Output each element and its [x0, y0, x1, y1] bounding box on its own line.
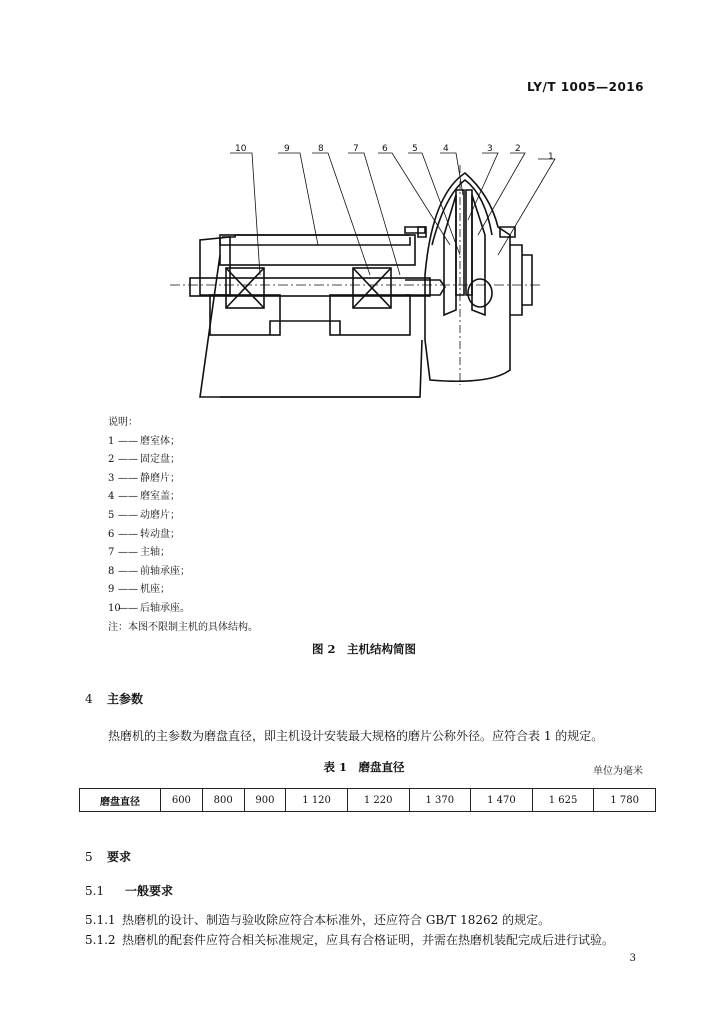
main-machine-structure-diagram	[160, 135, 554, 407]
callout-6: 6	[382, 144, 388, 154]
legend-num: 4	[108, 491, 115, 503]
table-title: 表 1 磨盘直径	[323, 760, 405, 774]
table-cell: 1 220	[347, 789, 409, 812]
section-5-heading	[85, 848, 131, 865]
legend-label: 后轴承座。	[140, 602, 190, 614]
legend-label: 磨室盖；	[140, 491, 180, 503]
legend-num: 6	[108, 528, 115, 540]
subsection-number: 5.1	[85, 884, 105, 898]
legend-num: 9	[108, 584, 115, 596]
clause-number: 5.1.2	[85, 933, 116, 947]
legend-label: 磨室体；	[140, 435, 180, 447]
standard-code: LY/T 1005—2016	[526, 80, 644, 94]
section-4-heading	[85, 690, 143, 707]
section-number: 4	[85, 692, 93, 706]
clause-5-1-1	[85, 911, 550, 928]
legend-num: 10	[108, 602, 121, 614]
table-cell: 800	[202, 789, 244, 812]
disc-diameter-table	[79, 788, 656, 812]
clause-5-1-2	[85, 931, 614, 948]
table-cell: 600	[161, 789, 203, 812]
figure-caption: 图 2 主机结构简图	[311, 642, 416, 656]
table-row	[80, 789, 656, 812]
clause-number: 5.1.1	[85, 913, 116, 927]
legend-num: 1	[108, 435, 115, 447]
subsection-title: 一般要求	[125, 884, 174, 898]
clause-text: 热磨机的设计、制造与验收除应符合本标准外，还应符合 GB/T 18262 的规定。	[122, 913, 551, 927]
legend-item: 9 —— 机座；	[108, 581, 258, 600]
callout-3: 3	[487, 144, 493, 154]
legend-item: 4 —— 磨室盖；	[108, 488, 258, 507]
section-title: 主参数	[107, 692, 144, 706]
callout-8: 8	[318, 144, 324, 154]
section-title: 要求	[107, 850, 132, 864]
legend-label: 固定盘；	[140, 454, 180, 466]
legend-label: 主轴；	[140, 547, 170, 559]
legend-label: 转动盘；	[140, 528, 180, 540]
legend-num: 5	[108, 509, 115, 521]
table-unit: 单位为毫米	[593, 766, 643, 777]
legend-num: 3	[108, 472, 115, 484]
figure-note: 注：本图不限制主机的具体结构。	[108, 621, 258, 633]
callout-7: 7	[353, 144, 359, 154]
figure-legend	[108, 414, 258, 637]
callout-9: 9	[284, 144, 290, 154]
callout-4: 4	[443, 144, 449, 154]
legend-label: 前轴承座；	[140, 565, 190, 577]
legend-item: 5 —— 动磨片；	[108, 507, 258, 526]
page-number: 3	[629, 953, 636, 964]
section-4-paragraph: 热磨机的主参数为磨盘直径，即主机设计安装最大规格的磨片公称外径。应符合表 1 的规定。	[108, 729, 604, 743]
callout-1: 1	[548, 152, 554, 162]
table-row-header: 磨盘直径	[80, 789, 161, 812]
legend-item: 7 —— 主轴；	[108, 544, 258, 563]
table-cell: 1 470	[471, 789, 533, 812]
legend-item: 10 —— 后轴承座。	[108, 600, 258, 619]
callout-10: 10	[235, 144, 247, 154]
legend-label: 动磨片；	[140, 509, 180, 521]
legend-label: 静磨片；	[140, 472, 180, 484]
table-cell: 1 370	[409, 789, 471, 812]
clause-text: 热磨机的配套件应符合相关标准规定，应具有合格证明，并需在热磨机装配完成后进行试验。	[122, 933, 615, 947]
legend-item: 6 —— 转动盘；	[108, 526, 258, 545]
legend-item: 8 —— 前轴承座；	[108, 563, 258, 582]
section-5-1-heading	[85, 882, 173, 899]
legend-title: 说明：	[108, 417, 138, 428]
legend-item: 2 —— 固定盘；	[108, 451, 258, 470]
legend-item: 3 —— 静磨片；	[108, 470, 258, 489]
legend-num: 7	[108, 547, 115, 559]
table-cell: 900	[244, 789, 286, 812]
legend-item: 1 —— 磨室体；	[108, 433, 258, 452]
table-cell: 1 625	[532, 789, 594, 812]
section-number: 5	[85, 850, 93, 864]
legend-num: 8	[108, 565, 115, 577]
legend-num: 2	[108, 454, 115, 466]
table-cell: 1 120	[286, 789, 348, 812]
callout-5: 5	[412, 144, 418, 154]
legend-label: 机座；	[140, 584, 170, 596]
table-cell: 1 780	[594, 789, 656, 812]
callout-2: 2	[515, 144, 521, 154]
